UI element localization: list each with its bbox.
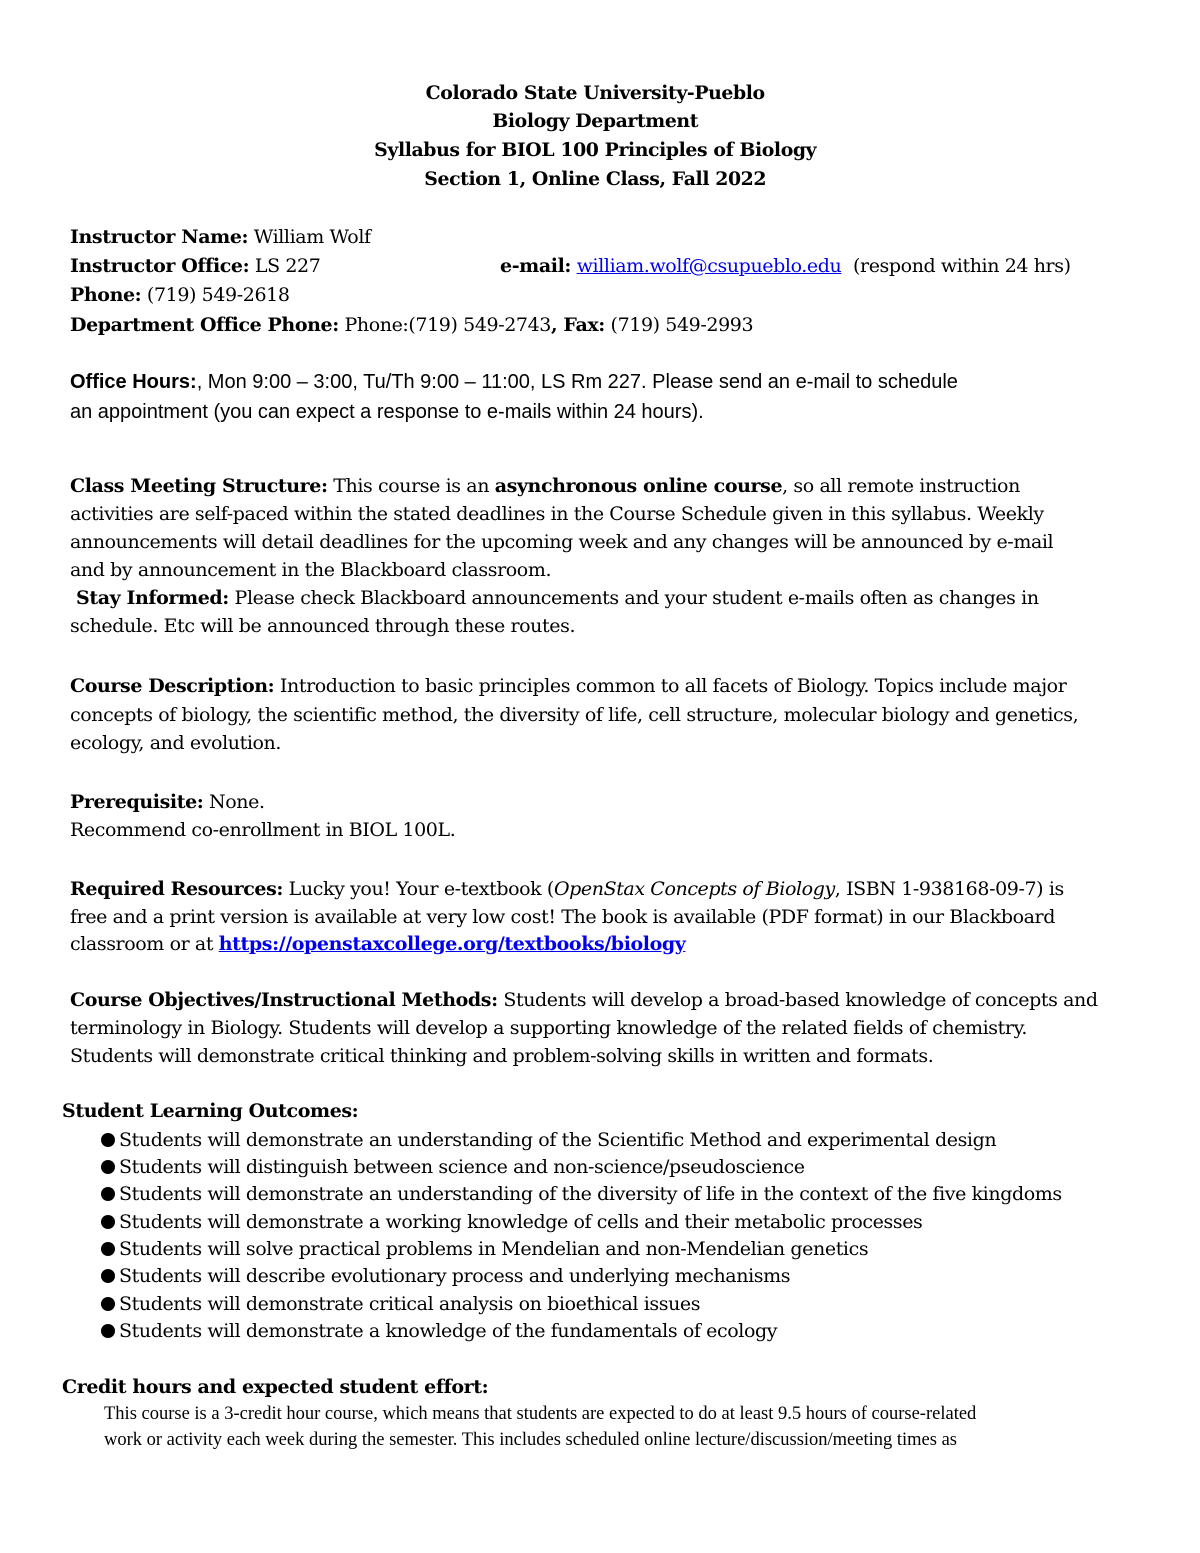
- syllabus-title: Syllabus for BIOL 100 Principles of Biology: [374, 139, 817, 161]
- stay-informed-line2: schedule. Etc will be announced through these routes.: [70, 615, 576, 637]
- department-phone: Department Office Phone: Phone:(719) 549-2743, Fax: (719) 549-2993: [70, 314, 754, 336]
- list-item: Students will solve practical problems in Mendelian and non-Mendelian genetics: [101, 1238, 868, 1260]
- prerequisite: Prerequisite: None.: [70, 791, 265, 813]
- course-objectives-line3: Students will demonstrate critical thinking and problem-solving skills in written and formats.: [70, 1045, 934, 1067]
- class-meeting-structure: Class Meeting Structure: This course is an asynchronous online course, so all remote instruction: [70, 475, 1020, 497]
- required-resources-line2: free and a print version is available at very low cost! The book is available (PDF format) in our Blackboard: [70, 906, 1055, 928]
- course-objectives: Course Objectives/Instructional Methods: Students will develop a broad-based knowledge of concepts and: [70, 989, 1098, 1011]
- bullet-icon: [101, 1297, 115, 1311]
- bullet-icon: [101, 1324, 115, 1338]
- instructor-phone: Phone: (719) 549-2618: [70, 284, 290, 306]
- bullet-icon: [101, 1160, 115, 1174]
- office-hours-line2: an appointment (you can expect a response to e-mails within 24 hours).: [70, 401, 704, 423]
- section-title: Section 1, Online Class, Fall 2022: [424, 168, 767, 190]
- credit-hours-title: Credit hours and expected student effort:: [62, 1376, 489, 1398]
- list-item: Students will demonstrate a knowledge of the fundamentals of ecology: [101, 1320, 777, 1342]
- office-hours: Office Hours:, Mon 9:00 – 3:00, Tu/Th 9:00 – 11:00, LS Rm 227. Please send an e-mail to schedule: [70, 371, 958, 393]
- list-item: Students will demonstrate an understanding of the Scientific Method and experimental design: [101, 1129, 996, 1151]
- stay-informed: Stay Informed: Please check Blackboard announcements and your student e-mails often as changes in: [76, 587, 1039, 609]
- outcomes-title: Student Learning Outcomes:: [62, 1100, 359, 1122]
- instructor-name: Instructor Name: William Wolf: [70, 226, 371, 248]
- list-item: Students will demonstrate a working knowledge of cells and their metabolic processes: [101, 1211, 922, 1233]
- email-link[interactable]: william.wolf@csupueblo.edu: [576, 255, 842, 277]
- list-item: Students will demonstrate critical analysis on bioethical issues: [101, 1293, 700, 1315]
- class-meeting-line4: and by announcement in the Blackboard classroom.: [70, 559, 552, 581]
- list-item: Students will describe evolutionary process and underlying mechanisms: [101, 1265, 790, 1287]
- course-description-line3: ecology, and evolution.: [70, 732, 282, 754]
- required-resources: Required Resources: Lucky you! Your e-textbook (OpenStax Concepts of Biology, ISBN 1-938168-09-7) is: [70, 878, 1064, 900]
- bullet-icon: [101, 1187, 115, 1201]
- bullet-icon: [101, 1269, 115, 1283]
- list-item: Students will distinguish between science and non-science/pseudoscience: [101, 1156, 805, 1178]
- bullet-icon: [101, 1133, 115, 1147]
- credit-hours-line2: work or activity each week during the semester. This includes scheduled online lecture/discussion/meeting times as: [104, 1430, 958, 1450]
- department-title: Biology Department: [492, 110, 699, 132]
- course-description: Course Description: Introduction to basic principles common to all facets of Biology. Topics include major: [70, 675, 1067, 697]
- class-meeting-line3: announcements will detail deadlines for the upcoming week and any changes will be announced by e-mail: [70, 531, 1054, 553]
- class-meeting-line2: activities are self-paced within the stated deadlines in the Course Schedule given in this syllabus. Weekly: [70, 503, 1044, 525]
- bullet-icon: [101, 1242, 115, 1256]
- required-resources-line3: classroom or at https://openstaxcollege.org/textbooks/biology: [70, 933, 686, 955]
- instructor-email: e-mail: william.wolf@csupueblo.edu (respond within 24 hrs): [500, 255, 1071, 277]
- university-title: Colorado State University-Pueblo: [425, 82, 765, 104]
- prerequisite-note: Recommend co-enrollment in BIOL 100L.: [70, 819, 456, 841]
- bullet-icon: [101, 1215, 115, 1229]
- textbook-link[interactable]: https://openstaxcollege.org/textbooks/biology: [218, 933, 686, 955]
- course-description-line2: concepts of biology, the scientific method, the diversity of life, cell structure, molecular biology and genetics,: [70, 704, 1079, 726]
- instructor-office: Instructor Office: LS 227: [70, 255, 321, 277]
- course-objectives-line2: terminology in Biology. Students will develop a supporting knowledge of the related fields of chemistry.: [70, 1017, 1028, 1039]
- list-item: Students will demonstrate an understanding of the diversity of life in the context of the five kingdoms: [101, 1183, 1062, 1205]
- credit-hours-line1: This course is a 3-credit hour course, which means that students are expected to do at least 9.5 hours of course-related: [104, 1404, 977, 1424]
